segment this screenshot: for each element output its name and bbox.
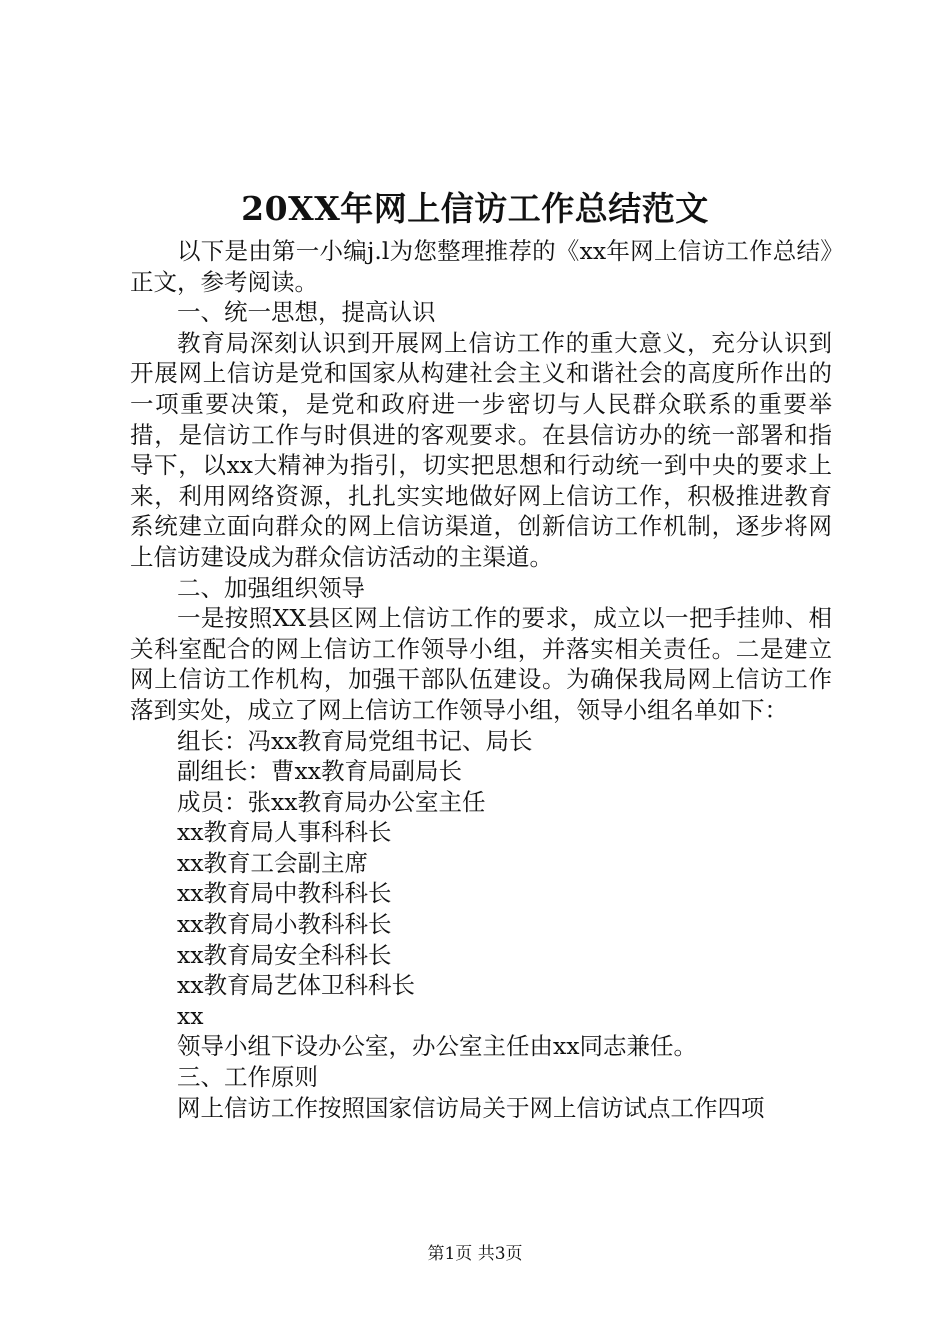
member-line: xx教育局小教科科长 [177, 910, 392, 939]
section-3-paragraph: 网上信访工作按照国家信访局关于网上信访试点工作四项 [177, 1093, 765, 1122]
section-1-heading: 一、统一思想，提高认识 [177, 298, 436, 327]
member-line: xx教育工会副主席 [177, 848, 369, 877]
office-note-line: 领导小组下设办公室，办公室主任由xx同志兼任。 [177, 1032, 698, 1061]
section-3-heading: 三、工作原则 [177, 1063, 318, 1092]
intro-paragraph: 以下是由第一小编j.l为您整理推荐的《xx年网上信访工作总结》正文，参考阅读。 [130, 237, 832, 296]
section-1-paragraph: 教育局深刻认识到开展网上信访工作的重大意义，充分认识到开展网上信访是党和国家从构建社会主义和谐社会的高度所作出的一项重要决策，是党和政府进一步密切与人民群众联系的重要举措，是信访工作与时俱进的客观要求。在县信访办的统一部署和指导下，以xx大精神为指引，切实把思想和行动统一到中央的要求上来，利用网络资源，扎扎实实地做好网上信访工作，积极推进教育系统建立面向群众的网上信访渠道，创新信访工作机制，逐步将网上信访建设成为群众信访活动的主渠道。 [130, 328, 832, 571]
member-line: xx教育局安全科科长 [177, 940, 392, 969]
member-line: xx教育局人事科科长 [177, 818, 392, 847]
document-title: 20XX年网上信访工作总结范文 [241, 189, 709, 228]
member-line-leader: 组长：冯xx教育局党组书记、局长 [177, 726, 533, 755]
section-2-paragraph: 一是按照XX县区网上信访工作的要求，成立以一把手挂帅、相关科室配合的网上信访工作领导小组，并落实相关责任。二是建立网上信访工作机构，加强干部队伍建设。为确保我局网上信访工作落到实处，成立了网上信访工作领导小组，领导小组名单如下： [130, 604, 832, 724]
member-line: xx [177, 1001, 204, 1030]
section-2-heading: 二、加强组织领导 [177, 573, 365, 602]
member-line: xx教育局艺体卫科科长 [177, 971, 416, 1000]
page-footer: 第1页 共3页 [427, 1244, 523, 1264]
document-body [130, 236, 832, 1123]
member-line-deputy: 副组长：曹xx教育局副局长 [177, 757, 463, 786]
member-line: xx教育局中教科科长 [177, 879, 392, 908]
member-line-members: 成员：张xx教育局办公室主任 [177, 787, 486, 816]
